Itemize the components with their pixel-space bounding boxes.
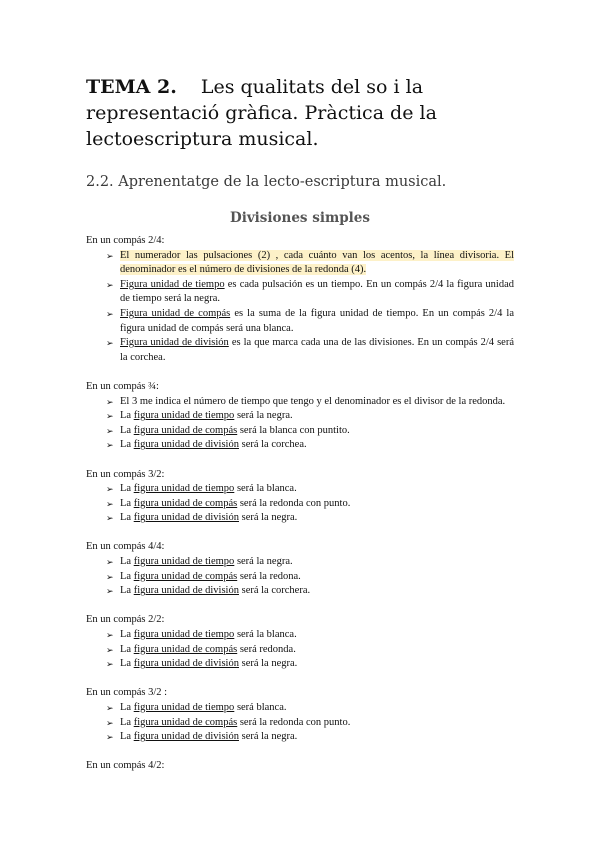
compas-label: En un compás 4/2: xyxy=(86,760,165,772)
item-text: La figura unidad de división será la corchera. xyxy=(120,585,311,597)
arrow-bullet-icon: ➢ xyxy=(106,411,114,422)
item-text: La figura unidad de compás será la blanca con puntito. xyxy=(120,424,350,436)
block-spacer xyxy=(86,745,514,760)
list-item xyxy=(86,628,514,643)
item-text: Figura unidad de compás es la suma de la figura unidad de tiempo. En un compás 2/4 la figura unidad de compás será una blanca. xyxy=(120,307,514,334)
list-item xyxy=(86,497,514,512)
list-item xyxy=(86,643,514,658)
item-text: Figura unidad de tiempo es cada pulsación es un tiempo. En un compás 2/4 la figura unidad de tiempo será la negra. xyxy=(120,278,514,305)
list-item xyxy=(86,701,514,716)
arrow-bullet-icon: ➢ xyxy=(106,630,114,641)
item-text: La figura unidad de división será la negra. xyxy=(120,658,298,670)
list-item xyxy=(86,716,514,731)
item-text: La figura unidad de compás será redonda. xyxy=(120,643,296,655)
page-heading xyxy=(86,74,526,152)
arrow-bullet-icon: ➢ xyxy=(106,425,114,436)
compas-label: En un compás ¾: xyxy=(86,380,159,392)
item-text: La figura unidad de tiempo será blanca. xyxy=(120,702,287,713)
underlined-term: figura unidad de compás xyxy=(133,643,238,655)
underlined-term: figura unidad de tiempo xyxy=(133,483,235,495)
list-item xyxy=(86,482,514,497)
arrow-bullet-icon: ➢ xyxy=(106,250,114,261)
arrow-bullet-icon: ➢ xyxy=(106,659,114,670)
item-text: La figura unidad de división será la corchea. xyxy=(120,439,307,451)
block-spacer xyxy=(86,526,514,541)
arrow-bullet-icon: ➢ xyxy=(106,732,114,743)
list-item xyxy=(86,249,514,278)
underlined-term: figura unidad de compás xyxy=(133,497,238,509)
underlined-term: figura unidad de división xyxy=(133,658,239,670)
underlined-term: figura unidad de división xyxy=(133,512,239,524)
arrow-bullet-icon: ➢ xyxy=(106,557,114,568)
list-item xyxy=(86,584,514,599)
list-item xyxy=(86,555,514,570)
block-spacer xyxy=(86,365,514,380)
list-item xyxy=(86,307,514,336)
list-item xyxy=(86,657,514,672)
subheading: 2.2. Aprenentatge de la lecto-escriptura musical. xyxy=(86,174,447,190)
block-spacer xyxy=(86,672,514,687)
underlined-term: figura unidad de tiempo xyxy=(133,556,235,568)
document-body xyxy=(86,234,514,774)
arrow-bullet-icon: ➢ xyxy=(106,440,114,451)
compas-list xyxy=(86,249,514,366)
arrow-bullet-icon: ➢ xyxy=(106,703,114,713)
list-item xyxy=(86,424,514,439)
underlined-term: Figura unidad de división xyxy=(120,337,229,349)
arrow-bullet-icon: ➢ xyxy=(106,513,114,524)
list-item xyxy=(86,409,514,424)
compas-label: En un compás 2/4: xyxy=(86,235,165,246)
arrow-bullet-icon: ➢ xyxy=(106,396,114,407)
block-spacer xyxy=(86,453,514,468)
underlined-term: Figura unidad de tiempo xyxy=(120,278,225,290)
item-text: La figura unidad de división será la negra. xyxy=(120,512,298,524)
underlined-term: figura unidad de tiempo xyxy=(133,702,235,713)
arrow-bullet-icon: ➢ xyxy=(106,308,114,319)
item-text: La figura unidad de tiempo será la negra. xyxy=(120,410,293,422)
underlined-term: figura unidad de compás xyxy=(133,424,238,436)
list-item xyxy=(86,730,514,745)
heading-title: Les qualitats del so i la representació gràfica. Pràctica de la lectoescriptura musical. xyxy=(86,76,437,150)
compas-list xyxy=(86,701,514,745)
underlined-term: figura unidad de compás xyxy=(133,570,238,582)
compas-label: En un compás 3/2: xyxy=(86,468,165,480)
compas-list xyxy=(86,395,514,453)
compas-label: En un compás 2/2: xyxy=(86,614,165,626)
underlined-term: Figura unidad de compás xyxy=(120,307,231,319)
item-text: La figura unidad de compás será la redonda con punto. xyxy=(120,497,351,509)
list-item xyxy=(86,336,514,365)
arrow-bullet-icon: ➢ xyxy=(106,586,114,597)
list-item xyxy=(86,438,514,453)
arrow-bullet-icon: ➢ xyxy=(106,279,114,290)
underlined-term: figura unidad de tiempo xyxy=(133,629,235,641)
heading-tema: TEMA 2. xyxy=(86,76,177,98)
list-item xyxy=(86,395,514,410)
item-text: La figura unidad de compás será la redonda con punto. xyxy=(120,716,351,728)
item-text: La figura unidad de tiempo será la blanca. xyxy=(120,483,297,495)
compas-list xyxy=(86,555,514,599)
compas-label: En un compás 4/4: xyxy=(86,541,165,553)
item-text: La figura unidad de tiempo será la negra. xyxy=(120,556,293,568)
item-text: El numerador las pulsaciones (2) , cada cuánto van los acentos, la línea divisoria. El denominador es el número de divisiones de la redonda (4). xyxy=(120,249,514,276)
item-text: La figura unidad de compás será la redona. xyxy=(120,570,301,582)
arrow-bullet-icon: ➢ xyxy=(106,571,114,582)
item-text: La figura unidad de tiempo será la blanca. xyxy=(120,629,297,641)
item-text: El 3 me indica el número de tiempo que tengo y el denominador es el divisor de la redonda. xyxy=(120,395,506,407)
compas-list xyxy=(86,628,514,672)
underlined-term: figura unidad de compás xyxy=(133,716,238,728)
compas-list xyxy=(86,482,514,526)
list-item xyxy=(86,511,514,526)
underlined-term: figura unidad de división xyxy=(133,585,239,597)
arrow-bullet-icon: ➢ xyxy=(106,644,114,655)
underlined-term: figura unidad de división xyxy=(133,439,239,451)
compas-label: En un compás 3/2 : xyxy=(86,687,168,699)
item-text: Figura unidad de división es la que marca cada una de las divisiones. En un compás 2/4 será la corchea. xyxy=(120,337,514,363)
arrow-bullet-icon: ➢ xyxy=(106,338,114,349)
underlined-term: figura unidad de tiempo xyxy=(133,410,235,422)
arrow-bullet-icon: ➢ xyxy=(106,484,114,495)
arrow-bullet-icon: ➢ xyxy=(106,717,114,728)
list-item xyxy=(86,570,514,585)
block-spacer xyxy=(86,599,514,614)
section-title: Divisiones simples xyxy=(229,210,371,226)
arrow-bullet-icon: ➢ xyxy=(106,498,114,509)
item-text: La figura unidad de división será la negra. xyxy=(120,731,298,743)
list-item xyxy=(86,278,514,307)
underlined-term: figura unidad de división xyxy=(133,731,239,743)
